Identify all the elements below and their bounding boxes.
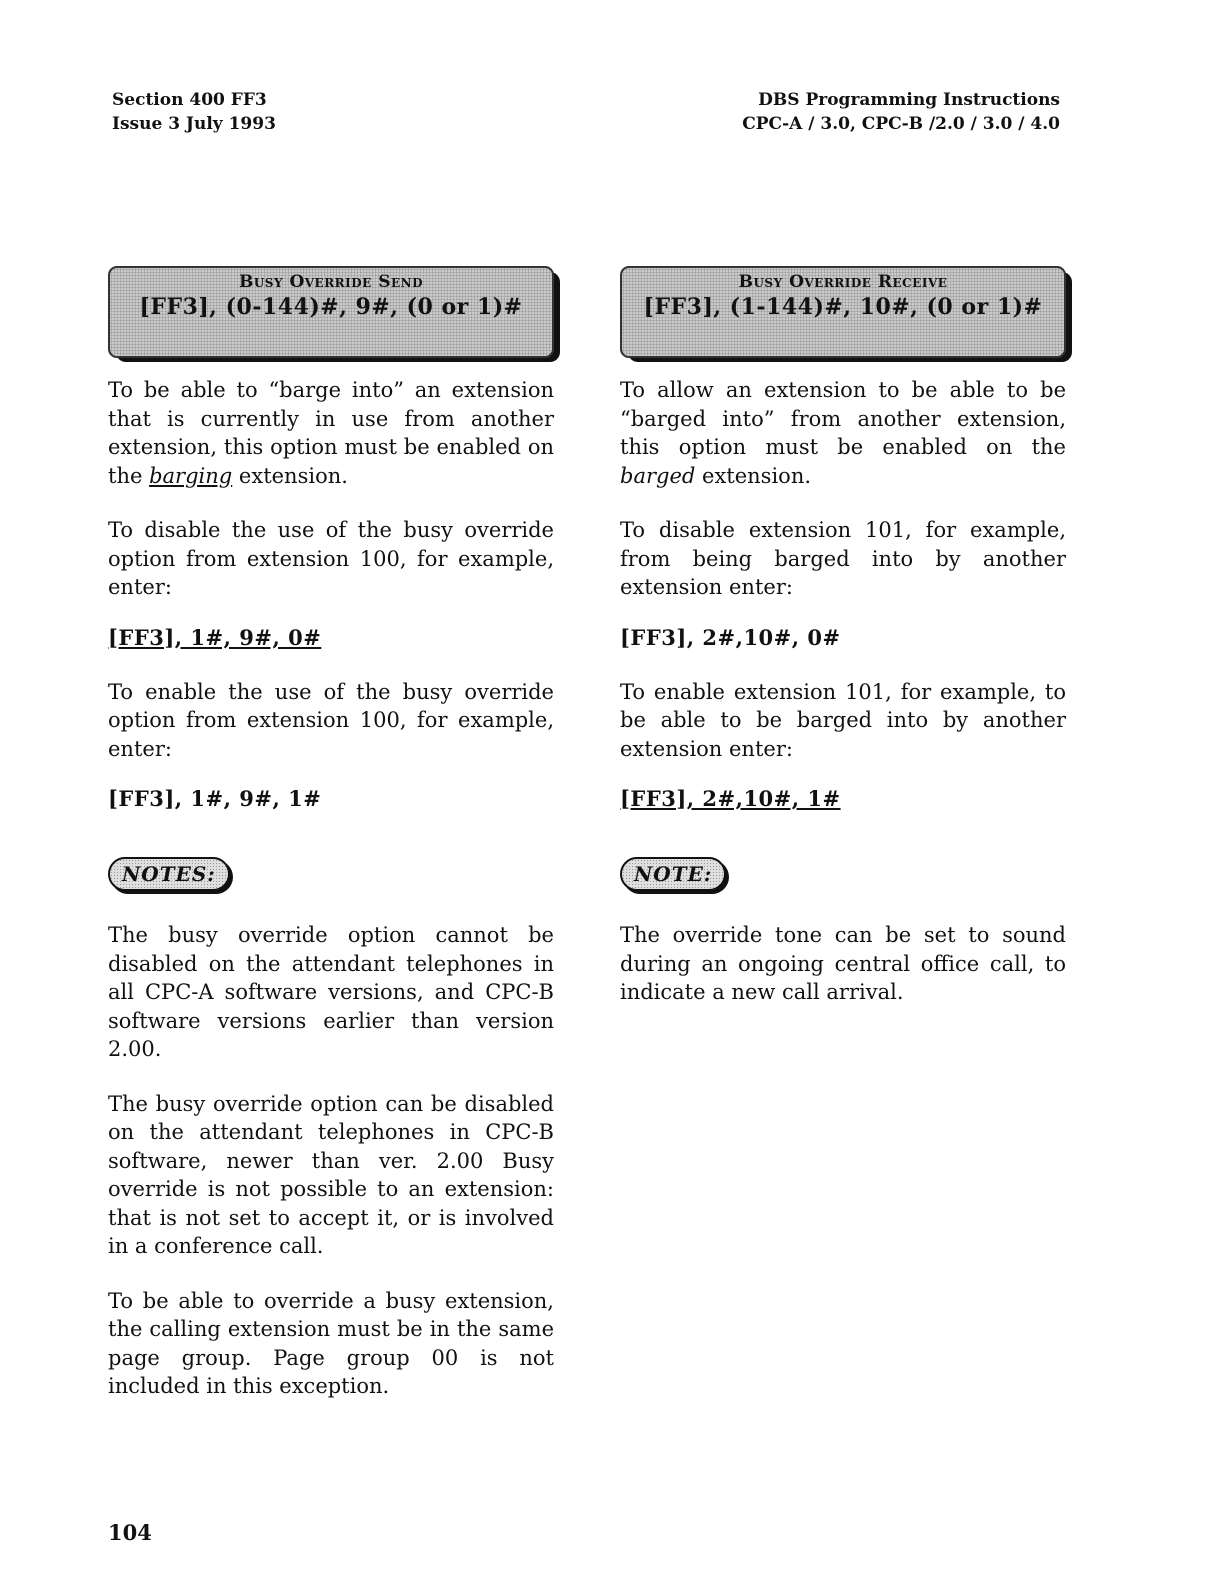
note-paragraph: The override tone can be set to sound during an ongoing central office call, to indicate a new call arrival. [620, 923, 1066, 1004]
busy-override-receive-banner [620, 266, 1066, 358]
enable-instruction: To enable extension 101, for example, to be able to be barged into by another extension enter: [620, 679, 1066, 761]
note-paragraph: The busy override option can be disabled on the attendant telephones in CPC-B software, newer than ver. 2.00 Busy override is not possible to an extension: that is not set to accept it, or is involved in a conference call. [108, 1091, 554, 1258]
emphasis-barging: barging [149, 463, 233, 488]
busy-override-send-banner [108, 266, 554, 358]
issue-label: Issue 3 July 1993 [112, 114, 276, 134]
note-badge: NOTE: [620, 857, 726, 891]
banner-title: Busy Override Send [238, 272, 424, 292]
enable-command: [FF3], 2#,10#, 1# [620, 786, 841, 811]
disable-instruction: To disable the use of the busy override option from extension 100, for example, enter: [108, 518, 554, 599]
enable-instruction: To enable the use of the busy override option from extension 100, for example, enter: [108, 679, 554, 761]
disable-command: [FF3], 1#, 9#, 0# [108, 624, 322, 650]
intro-paragraph: To allow an extension to be able to be “barged into” from another extension, this option must be enabled on the barged extension. [620, 378, 1066, 488]
header-left [112, 88, 276, 136]
header-right [742, 88, 1060, 136]
left-column [108, 266, 554, 1427]
banner-code: [FF3], (1-144)#, 10#, (0 or 1)# [643, 294, 1043, 320]
intro-paragraph: To be able to “barge into” an extension that is currently in use from another extension, this option must be enabled on the barging extension. [108, 378, 554, 488]
disable-command: [FF3], 2#,10#, 0# [620, 624, 841, 650]
banner-code: [FF3], (0-144)#, 9#, (0 or 1)# [139, 294, 523, 320]
right-column [620, 266, 1066, 1033]
emphasis-barged: barged [620, 463, 696, 488]
enable-command: [FF3], 1#, 9#, 1# [108, 786, 322, 811]
section-label: Section 400 FF3 [112, 90, 267, 110]
note-paragraph: The busy override option cannot be disabled on the attendant telephones in all CPC-A software versions, and CPC-B software versions earlier than version 2.00. [108, 923, 554, 1061]
disable-instruction: To disable extension 101, for example, from being barged into by another extension enter: [620, 518, 1066, 599]
version-label: CPC-A / 3.0, CPC-B /2.0 / 3.0 / 4.0 [742, 114, 1060, 134]
page-number: 104 [108, 1520, 152, 1545]
note-paragraph: To be able to override a busy extension, the calling extension must be in the same page group. Page group 00 is not included in this exception. [108, 1288, 554, 1398]
banner-title: Busy Override Receive [738, 272, 948, 292]
notes-badge: NOTES: [108, 857, 230, 891]
doc-title: DBS Programming Instructions [758, 90, 1060, 110]
